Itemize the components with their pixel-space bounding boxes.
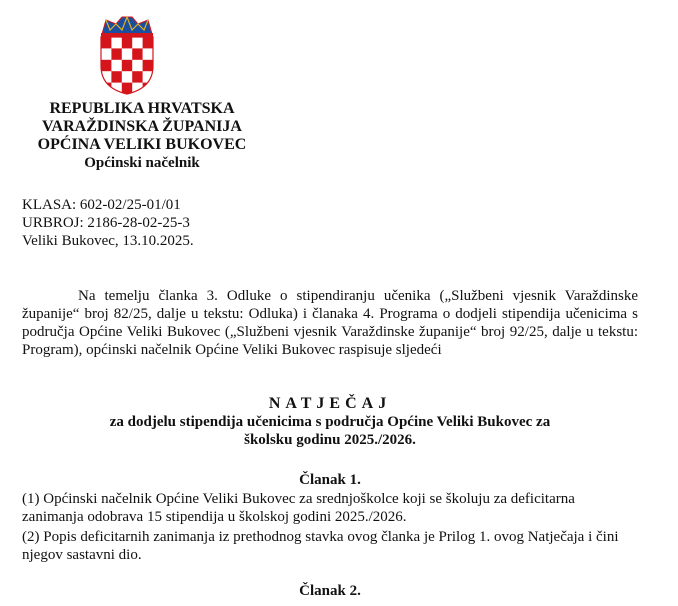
article-2-title: Članak 2. — [299, 583, 361, 599]
article-1-paragraph-1: (1) Općinski načelnik Općine Veliki Bukovec za srednjoškolce koji se školuju za deficitarna zanimanja odobrava 15 stipendija u školskoj godini 2025./2026. — [22, 491, 575, 525]
urbroj-line: URBROJ: 2186-28-02-25-3 — [22, 215, 190, 231]
issuer-header — [22, 100, 262, 172]
article-1-title: Članak 1. — [299, 472, 361, 488]
checkerboard-shield — [101, 37, 153, 94]
header-office: Općinski načelnik — [84, 155, 200, 171]
place-date-line: Veliki Bukovec, 13.10.2025. — [22, 233, 194, 249]
intro-paragraph: Na temelju članka 3. Odluke o stipendiranju učenika („Službeni vjesnik Varaždinske županije“ broj 82/25, dalje u tekstu: Odluka) i članaka 4. Programa o dodjeli stipendija učenicima s područja Općine Veliki Bukovec („Službeni vjesnik Varaždinske županije“ broj 92/25, dalje u tekstu: Program), općinski načelnik Općine Veliki Bukovec raspisuje sljedeći — [22, 288, 638, 358]
header-country: REPUBLIKA HRVATSKA — [49, 100, 235, 117]
klasa-line: KLASA: 602-02/25-01/01 — [22, 197, 181, 213]
article-1-paragraph-2: (2) Popis deficitarnih zanimanja iz prethodnog stavka ovog članka je Prilog 1. ovog Natječaja i čini njegov sastavni dio. — [22, 529, 619, 563]
crown-icon — [101, 17, 153, 37]
title-line-1: za dodjelu stipendija učenicima s područja Općine Veliki Bukovec za — [109, 414, 551, 430]
header-county: VARAŽDINSKA ŽUPANIJA — [42, 118, 242, 135]
title-line-2: školsku godinu 2025./2026. — [244, 432, 416, 448]
croatian-coat-of-arms-icon — [98, 14, 156, 96]
title-heading: NATJEČAJ — [268, 395, 392, 412]
document-metadata — [22, 196, 194, 250]
header-municipality: OPĆINA VELIKI BUKOVEC — [37, 136, 247, 153]
document-title — [22, 395, 638, 449]
